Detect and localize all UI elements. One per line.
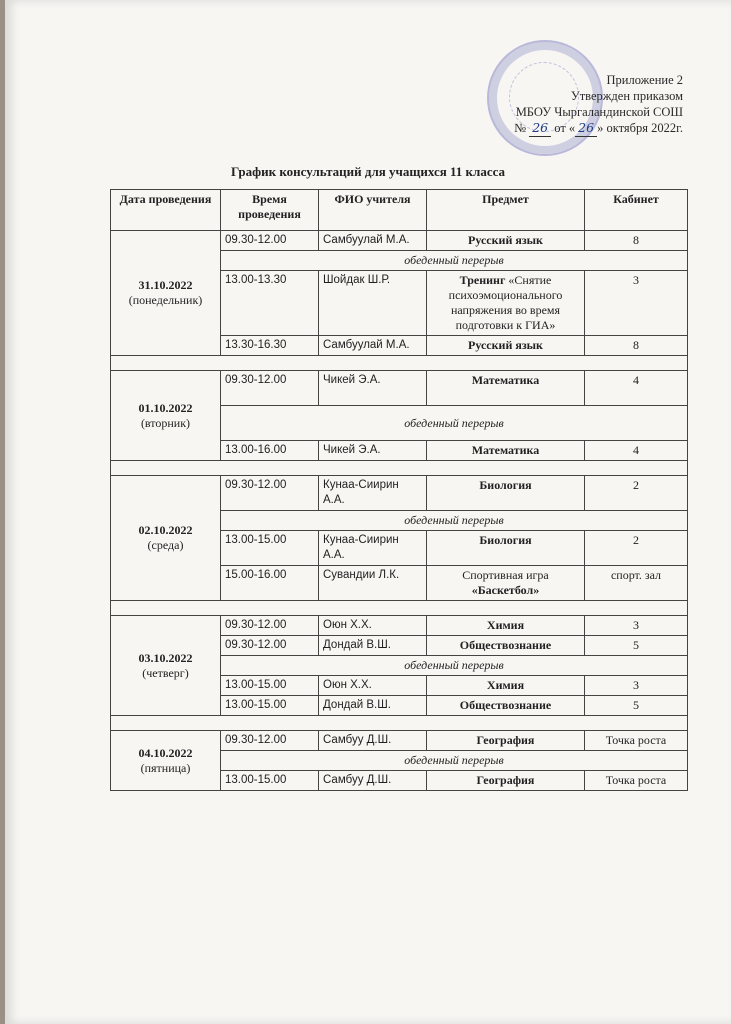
teacher-cell: Самбуулай М.А.: [319, 231, 427, 251]
spacer-row: [111, 601, 688, 616]
teacher-cell: Кунаа-Сиирин А.А.: [319, 531, 427, 566]
spacer-cell: [111, 461, 688, 476]
room-cell: 4: [585, 371, 688, 406]
subject-cell: Химия: [427, 676, 585, 696]
time-cell: 09.30-12.00: [221, 616, 319, 636]
lunch-break: обеденный перерыв: [221, 656, 688, 676]
room-cell: Точка роста: [585, 731, 688, 751]
column-header-subject: Предмет: [427, 190, 585, 231]
spacer-row: [111, 716, 688, 731]
time-cell: 13.00-16.00: [221, 441, 319, 461]
teacher-cell: Сувандии Л.К.: [319, 566, 427, 601]
header-line-2: Утвержден приказом: [570, 89, 683, 103]
teacher-cell: Чикей Э.А.: [319, 371, 427, 406]
column-header-teacher: ФИО учителя: [319, 190, 427, 231]
room-cell: спорт. зал: [585, 566, 688, 601]
time-cell: 09.30-12.00: [221, 231, 319, 251]
spacer-cell: [111, 356, 688, 371]
lunch-break: обеденный перерыв: [221, 406, 688, 441]
room-cell: 5: [585, 696, 688, 716]
teacher-cell: Оюн Х.Х.: [319, 676, 427, 696]
page-title: График консультаций для учащихся 11 класса: [230, 164, 506, 179]
subject-cell: Биология: [427, 476, 585, 511]
day-date-cell: [111, 476, 221, 601]
subject-plain: Спортивная игра: [462, 568, 549, 582]
table-row: [111, 371, 688, 406]
time-cell: 13.30-16.30: [221, 336, 319, 356]
day-weekday: (понедельник): [128, 293, 203, 307]
subject-cell: [427, 566, 585, 601]
subject-cell: Математика: [427, 371, 585, 406]
subject-cell: Обществознание: [427, 636, 585, 656]
header-line-3: МБОУ Чыргаландинской СОШ: [515, 105, 683, 119]
table-header-row: [111, 190, 688, 231]
time-cell: 13.00-15.00: [221, 531, 319, 566]
subject-bold: «Баскетбол»: [471, 583, 540, 597]
day-weekday: (вторник): [140, 415, 191, 430]
teacher-cell: Дондай В.Ш.: [319, 636, 427, 656]
header-line-1: Приложение 2: [606, 73, 683, 87]
time-cell: 13.00-15.00: [221, 676, 319, 696]
day-date: 01.10.2022: [138, 400, 193, 415]
day-date: 03.10.2022: [138, 650, 193, 665]
teacher-cell: Самбуулай М.А.: [319, 336, 427, 356]
day-date-cell: [111, 231, 221, 356]
order-number: 26: [529, 120, 551, 137]
subject-cell: Математика: [427, 441, 585, 461]
subject-bold: Тренинг: [459, 273, 506, 287]
day-date-cell: [111, 731, 221, 791]
room-cell: 8: [585, 336, 688, 356]
time-cell: 13.00-13.30: [221, 271, 319, 336]
room-cell: 4: [585, 441, 688, 461]
lunch-break: обеденный перерыв: [221, 511, 688, 531]
subject-cell: География: [427, 771, 585, 791]
subject-cell: Русский язык: [427, 336, 585, 356]
day-date-cell: [111, 616, 221, 716]
column-header-date: Дата проведения: [111, 190, 221, 231]
order-number-line: [514, 120, 683, 137]
teacher-cell: Самбуу Д.Ш.: [319, 771, 427, 791]
teacher-cell: Шойдак Ш.Р.: [319, 271, 427, 336]
subject-cell: Обществознание: [427, 696, 585, 716]
room-cell: 3: [585, 271, 688, 336]
day-date: 04.10.2022: [138, 745, 193, 760]
time-cell: 09.30-12.00: [221, 371, 319, 406]
spacer-row: [111, 356, 688, 371]
time-cell: 13.00-15.00: [221, 771, 319, 791]
document-page: [5, 0, 731, 1024]
column-header-time: Время проведения: [221, 190, 319, 231]
room-cell: 5: [585, 636, 688, 656]
room-cell: 3: [585, 616, 688, 636]
column-header-room: Кабинет: [585, 190, 688, 231]
subject-rest: «Снятие психоэмоционального напряжения во время подготовки к ГИА»: [448, 273, 563, 332]
order-day: 26: [575, 120, 597, 137]
day-date-cell: [111, 371, 221, 461]
teacher-cell: Самбуу Д.Ш.: [319, 731, 427, 751]
day-weekday: (среда): [147, 538, 184, 552]
teacher-cell: Оюн Х.Х.: [319, 616, 427, 636]
spacer-row: [111, 461, 688, 476]
time-cell: 09.30-12.00: [221, 476, 319, 511]
spacer-cell: [111, 716, 688, 731]
approval-header: [514, 72, 683, 137]
schedule-table: [110, 189, 688, 791]
room-cell: 2: [585, 476, 688, 511]
table-row: [111, 731, 688, 751]
lunch-break: обеденный перерыв: [221, 751, 688, 771]
table-row: [111, 476, 688, 511]
table-row: [111, 616, 688, 636]
subject-cell: Химия: [427, 616, 585, 636]
time-cell: 13.00-15.00: [221, 696, 319, 716]
day-weekday: (пятница): [140, 760, 191, 775]
spacer-cell: [111, 601, 688, 616]
date-suffix: » октября 2022г.: [597, 121, 683, 135]
time-cell: 15.00-16.00: [221, 566, 319, 601]
teacher-cell: Дондай В.Ш.: [319, 696, 427, 716]
date-prefix: от «: [554, 121, 576, 135]
room-cell: 2: [585, 531, 688, 566]
room-cell: 8: [585, 231, 688, 251]
day-date: 02.10.2022: [138, 523, 193, 537]
subject-cell: [427, 271, 585, 336]
teacher-cell: Кунаа-Сиирин А.А.: [319, 476, 427, 511]
day-weekday: (четверг): [142, 665, 189, 680]
subject-cell: География: [427, 731, 585, 751]
room-cell: Точка роста: [585, 771, 688, 791]
number-sign: №: [514, 121, 527, 135]
teacher-cell: Чикей Э.А.: [319, 441, 427, 461]
time-cell: 09.30-12.00: [221, 731, 319, 751]
subject-cell: Русский язык: [427, 231, 585, 251]
time-cell: 09.30-12.00: [221, 636, 319, 656]
lunch-break: обеденный перерыв: [221, 251, 688, 271]
table-row: [111, 231, 688, 251]
day-date: 31.10.2022: [138, 278, 193, 292]
subject-cell: Биология: [427, 531, 585, 566]
room-cell: 3: [585, 676, 688, 696]
